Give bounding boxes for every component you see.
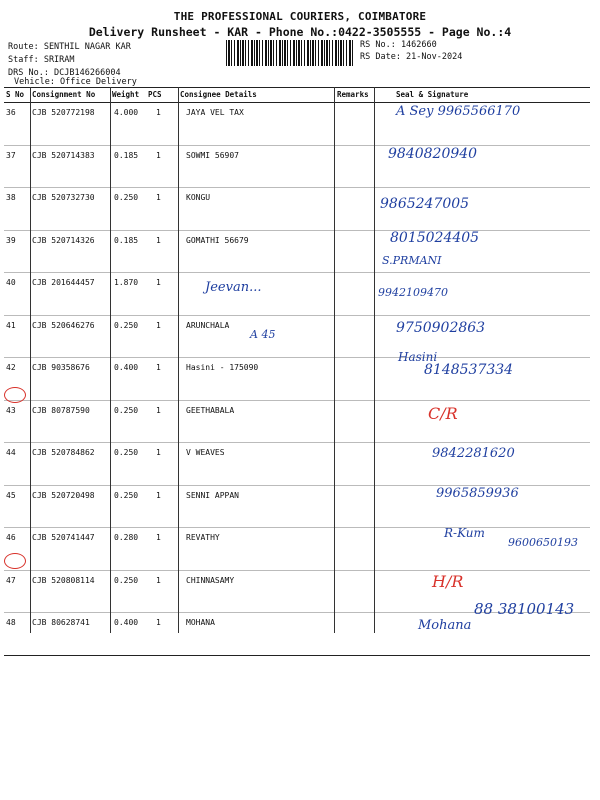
row-pcs: 1 <box>156 405 161 415</box>
col-remarks: Remarks <box>337 90 369 99</box>
row-pcs: 1 <box>156 235 161 245</box>
row-sno: 39 <box>6 235 16 245</box>
column-divider <box>178 87 179 633</box>
row-consignee: KONGU <box>186 193 211 202</box>
row-consignment: CJB 520732730 <box>32 193 95 202</box>
row-sno: 43 <box>6 405 16 415</box>
row-consignee: SOWMI 56907 <box>186 150 239 160</box>
company-title: THE PROFESSIONAL COURIERS, COIMBATORE <box>173 10 427 23</box>
row-consignee: GEETHABALA <box>186 405 235 415</box>
table-row <box>4 231 590 274</box>
signature-46-phone: 9600650193 <box>508 536 578 549</box>
consignee-40-handwritten: Jeevan... <box>205 280 262 295</box>
row-sno: 48 <box>6 618 16 627</box>
row-weight: 0.250 <box>114 320 139 330</box>
row-weight: 0.250 <box>114 490 139 500</box>
row-pcs: 1 <box>156 320 161 330</box>
signature-40-phone: 9942109470 <box>378 286 448 299</box>
row-sno: 36 <box>6 108 16 117</box>
signature-48-phone: 88 38100143 <box>474 600 575 618</box>
row-pcs: 1 <box>156 363 161 372</box>
table-row <box>4 316 590 359</box>
row-sno: 41 <box>6 320 16 330</box>
row-consignment: CJB 201644457 <box>32 278 95 287</box>
signature-46-name: R-Kum <box>444 526 485 540</box>
row-weight: 4.000 <box>114 108 139 117</box>
row-consignee: SENNI APPAN <box>186 490 239 500</box>
row-sno: 45 <box>6 490 16 500</box>
row-weight: 1.870 <box>114 278 139 287</box>
row-weight: 0.400 <box>114 618 139 627</box>
row-consignee: JAYA VEL TAX <box>186 108 244 117</box>
col-sno: S No <box>6 90 25 99</box>
signature-42-phone: 8148537334 <box>424 362 514 378</box>
row-consignee: V WEAVES <box>186 448 225 457</box>
table-row <box>4 613 590 656</box>
signature-36: A Sey 9965566170 <box>396 104 521 119</box>
drs-label: DRS No.: DCJB146266004 <box>8 68 121 78</box>
barcode <box>226 40 354 66</box>
signature-47-mark: H/R <box>432 572 464 591</box>
row-consignee: REVATHY <box>186 533 220 542</box>
row-weight: 0.250 <box>114 575 139 585</box>
row-consignee: MOHANA <box>186 618 215 627</box>
signature-48-name: Mohana <box>418 618 472 633</box>
row-consignee: Hasini - 175090 <box>186 363 259 372</box>
table-row <box>4 273 590 316</box>
row-pcs: 1 <box>156 193 161 202</box>
signature-39: 8015024405 <box>390 230 480 246</box>
note-41: A 45 <box>250 328 276 341</box>
col-signature: Seal & Signature <box>396 90 469 99</box>
signature-37: 9840820940 <box>388 146 478 162</box>
row-consignment: CJB 520808114 <box>32 575 95 585</box>
row-sno: 38 <box>6 193 16 202</box>
row-sno: 44 <box>6 448 16 457</box>
signature-45: 9965859936 <box>436 486 519 501</box>
row-weight: 0.185 <box>114 150 139 160</box>
row-sno: 40 <box>6 278 16 287</box>
signature-38: 9865247005 <box>380 196 470 212</box>
red-circle-mark <box>4 387 26 403</box>
row-weight: 0.250 <box>114 448 139 457</box>
table-row <box>4 401 590 444</box>
table-row <box>4 146 590 189</box>
runsheet-subtitle: Delivery Runsheet - KAR - Phone No.:0422-3505555 - Page No.:4 <box>88 25 512 39</box>
row-consignment: CJB 520714326 <box>32 235 95 245</box>
row-sno: 42 <box>6 363 16 372</box>
column-divider <box>110 87 111 633</box>
col-weight: Weight <box>112 90 140 99</box>
column-divider <box>374 87 375 633</box>
row-consignment: CJB 520784862 <box>32 448 95 457</box>
rs-number: RS No.: 1462660 <box>360 40 437 50</box>
row-consignment: CJB 80787590 <box>32 405 90 415</box>
row-consignment: CJB 90358676 <box>32 363 90 372</box>
row-consignment: CJB 520772198 <box>32 108 95 117</box>
table-row <box>4 528 590 571</box>
row-weight: 0.185 <box>114 235 139 245</box>
col-consignee: Consignee Details <box>180 90 257 99</box>
row-weight: 0.250 <box>114 193 139 202</box>
table-row <box>4 188 590 231</box>
row-pcs: 1 <box>156 575 161 585</box>
row-consignment: CJB 520646276 <box>32 320 95 330</box>
rs-date: RS Date: 21-Nov-2024 <box>360 52 463 62</box>
row-pcs: 1 <box>156 108 161 117</box>
column-divider <box>334 87 335 633</box>
col-consignment: Consignment No <box>32 90 96 99</box>
signature-40-name: S.PRMANI <box>382 254 442 267</box>
row-pcs: 1 <box>156 150 161 160</box>
row-weight: 0.250 <box>114 405 139 415</box>
row-sno: 37 <box>6 150 16 160</box>
column-divider <box>30 87 31 633</box>
row-consignee: GOMATHI 56679 <box>186 235 249 245</box>
table-header <box>4 87 590 103</box>
row-pcs: 1 <box>156 533 161 542</box>
red-circle-mark <box>4 553 26 569</box>
row-pcs: 1 <box>156 448 161 457</box>
row-weight: 0.400 <box>114 363 139 372</box>
vehicle-label: Vehicle: Office Delivery <box>14 77 137 87</box>
row-consignment: CJB 520741447 <box>32 533 95 542</box>
row-weight: 0.280 <box>114 533 139 542</box>
row-consignee: ARUNCHALA <box>186 320 230 330</box>
row-sno: 46 <box>6 533 16 542</box>
signature-42-name: Hasini <box>398 350 438 364</box>
signature-44: 9842281620 <box>432 446 515 461</box>
row-consignment: CJB 80628741 <box>32 618 90 627</box>
signature-41: 9750902863 <box>396 320 486 336</box>
row-pcs: 1 <box>156 278 161 287</box>
row-pcs: 1 <box>156 618 161 627</box>
row-consignment: CJB 520714383 <box>32 150 95 160</box>
row-sno: 47 <box>6 575 16 585</box>
staff-label: Staff: SRIRAM <box>8 55 75 65</box>
col-pcs: PCS <box>148 90 162 99</box>
row-pcs: 1 <box>156 490 161 500</box>
route-label: Route: SENTHIL NAGAR KAR <box>8 42 131 52</box>
signature-43-mark: C/R <box>428 404 458 423</box>
row-consignee: CHINNASAMY <box>186 575 235 585</box>
row-consignment: CJB 520720498 <box>32 490 95 500</box>
